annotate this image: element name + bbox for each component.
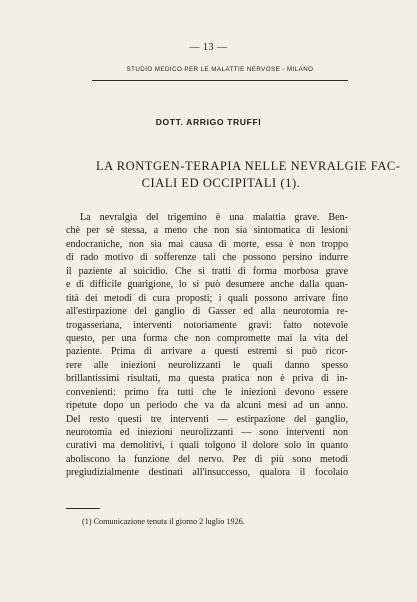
body-line: neurotomia ed iniezioni neurolizzanti — sono interventi non xyxy=(66,427,348,438)
running-head: STUDIO MEDICO PER LE MALATTIE NERVOSE - MILANO xyxy=(126,66,314,73)
body-line: di rado motivo di sofferenze tali che possono persino indurre xyxy=(66,252,348,264)
footnote-rule xyxy=(66,508,100,509)
article-title xyxy=(96,158,401,192)
body-line: il paziente al suicidio. Che si tratti di forma morbosa grave xyxy=(66,265,348,277)
body-line: e di difficile guarigione, lo si può desumere anche dalla quan- xyxy=(66,279,348,291)
header-rule xyxy=(92,80,348,81)
author-name: DOTT. ARRIGO TRUFFI xyxy=(155,117,262,127)
body-line: Del resto questi tre interventi — estirpazione del ganglio, xyxy=(66,413,348,425)
body-line: trogasseriana, interventi notoriamente gravi: fatto notevole xyxy=(66,319,348,331)
body-line: curativi ma demolitivi, i quali tolgono il dolore solo in quanto xyxy=(66,440,348,452)
body-line: paziente. Prima di arrivare a questi estremi si può ricor- xyxy=(66,346,348,358)
body-line: chè per sè stessa, a meno che non sia sintomatica di lesioni xyxy=(66,225,348,237)
body-line: pregiudizialmente destinati all'insuccesso, qualora il focolaio xyxy=(66,467,348,479)
body-line: all'estirpazione del ganglio di Gasser ed alla neurotomia re- xyxy=(66,306,348,318)
body-line: tità dei metodi di cura proposti; i quali possono arrivare fino xyxy=(66,292,348,304)
body-line: endocraniche, non sia mai causa di morte, essa è non troppo xyxy=(66,238,348,250)
body-line: rere alle iniezioni neurolizzanti le quali danno spesso xyxy=(66,359,348,371)
body-line: brillantissimi risultati, ma questa pratica non è priva di in- xyxy=(66,373,348,385)
page-number: — 13 — xyxy=(189,42,228,53)
body-line: La nevralgia del trigemino è una malattia grave. Ben- xyxy=(80,212,348,223)
body-line: aboliscono la funzione del nervo. Per di più sono metodi xyxy=(66,453,348,465)
title-line: LA RONTGEN-TERAPIA NELLE NEVRALGIE FAC- xyxy=(96,159,401,173)
footnote: (1) Comunicazione tenuta il giorno 2 luglio 1926. xyxy=(82,517,245,526)
title-line: CIALI ED OCCIPITALI (1). xyxy=(141,176,301,190)
body-line: questo, per una forma che non compromette mai la vita del xyxy=(66,332,348,344)
article-body xyxy=(66,211,348,480)
body-line: convenienti: primo fra tutti che le iniezioni devono essere xyxy=(66,386,348,398)
body-line: ripetute dopo un periodo che va da alcuni mesi ad un anno. xyxy=(66,400,348,412)
